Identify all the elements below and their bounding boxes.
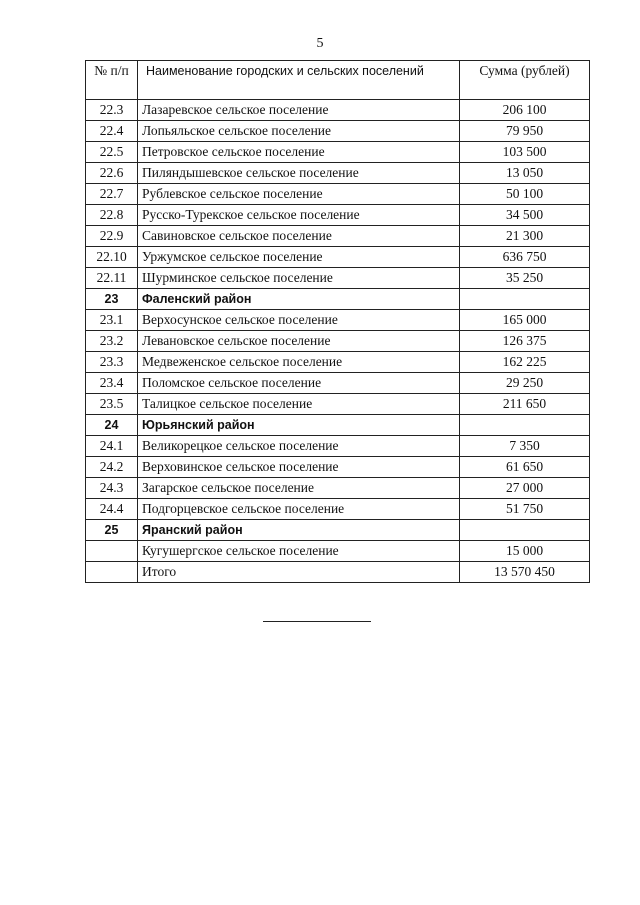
end-rule [263, 621, 371, 622]
page-number: 5 [316, 36, 324, 51]
row-sum: 126 375 [460, 331, 590, 352]
row-number: 22.4 [86, 121, 138, 142]
row-name: Кугушергское сельское поселение [138, 541, 460, 562]
row-name: Загарское сельское поселение [138, 478, 460, 499]
table-row [86, 373, 590, 394]
row-sum: 103 500 [460, 142, 590, 163]
table-row [86, 310, 590, 331]
row-sum: 51 750 [460, 499, 590, 520]
table-row [86, 100, 590, 121]
row-number: 23.2 [86, 331, 138, 352]
row-sum [460, 520, 590, 541]
row-number: 22.9 [86, 226, 138, 247]
row-name: Яранский район [138, 520, 460, 541]
table-row [86, 247, 590, 268]
table-row [86, 184, 590, 205]
row-sum: 61 650 [460, 457, 590, 478]
row-name: Юрьянский район [138, 415, 460, 436]
row-number: 24.4 [86, 499, 138, 520]
row-number: 22.5 [86, 142, 138, 163]
row-name: Русско-Турекское сельское поселение [138, 205, 460, 226]
row-sum: 79 950 [460, 121, 590, 142]
table-row [86, 163, 590, 184]
table-row [86, 142, 590, 163]
row-name: Левановское сельское поселение [138, 331, 460, 352]
table-row [86, 205, 590, 226]
table-row [86, 268, 590, 289]
table-row-district [86, 289, 590, 310]
row-sum: 162 225 [460, 352, 590, 373]
row-sum: 29 250 [460, 373, 590, 394]
table-row [86, 478, 590, 499]
row-name: Медвеженское сельское поселение [138, 352, 460, 373]
header-sum: Сумма (рублей) [460, 61, 590, 100]
row-sum: 27 000 [460, 478, 590, 499]
row-sum: 35 250 [460, 268, 590, 289]
row-sum: 21 300 [460, 226, 590, 247]
table-row-district [86, 520, 590, 541]
table-row [86, 499, 590, 520]
row-name: Итого [138, 562, 460, 583]
row-number: 24.3 [86, 478, 138, 499]
row-name: Рублевское сельское поселение [138, 184, 460, 205]
row-sum: 50 100 [460, 184, 590, 205]
table-row [86, 541, 590, 562]
row-number: 24 [86, 415, 138, 436]
table-row [86, 436, 590, 457]
row-number: 23.4 [86, 373, 138, 394]
row-name: Уржумское сельское поселение [138, 247, 460, 268]
row-sum [460, 289, 590, 310]
row-name: Великорецкое сельское поселение [138, 436, 460, 457]
table-row [86, 562, 590, 583]
row-number: 25 [86, 520, 138, 541]
table-row [86, 121, 590, 142]
table-row [86, 331, 590, 352]
table-row [86, 352, 590, 373]
table-row-district [86, 415, 590, 436]
row-sum: 15 000 [460, 541, 590, 562]
row-number: 22.7 [86, 184, 138, 205]
row-name: Лопьяльское сельское поселение [138, 121, 460, 142]
row-sum: 636 750 [460, 247, 590, 268]
row-name: Талицкое сельское поселение [138, 394, 460, 415]
row-sum: 13 570 450 [460, 562, 590, 583]
row-number [86, 541, 138, 562]
row-sum: 7 350 [460, 436, 590, 457]
table-header-row [86, 61, 590, 100]
row-number: 22.11 [86, 268, 138, 289]
row-name: Поломское сельское поселение [138, 373, 460, 394]
row-number: 22.10 [86, 247, 138, 268]
table-row [86, 457, 590, 478]
row-name: Фаленский район [138, 289, 460, 310]
row-sum: 206 100 [460, 100, 590, 121]
row-number: 24.1 [86, 436, 138, 457]
row-name: Подгорцевское сельское поселение [138, 499, 460, 520]
table-body [86, 100, 590, 583]
row-number: 22.3 [86, 100, 138, 121]
row-name: Пиляндышевское сельское поселение [138, 163, 460, 184]
row-sum: 211 650 [460, 394, 590, 415]
row-number: 24.2 [86, 457, 138, 478]
row-sum: 13 050 [460, 163, 590, 184]
row-number: 23.3 [86, 352, 138, 373]
row-number: 22.6 [86, 163, 138, 184]
row-number [86, 562, 138, 583]
header-number: № п/п [86, 61, 138, 100]
row-name: Савиновское сельское поселение [138, 226, 460, 247]
row-name: Петровское сельское поселение [138, 142, 460, 163]
row-number: 23 [86, 289, 138, 310]
row-sum: 34 500 [460, 205, 590, 226]
table-row [86, 226, 590, 247]
table-row [86, 394, 590, 415]
row-name: Лазаревское сельское поселение [138, 100, 460, 121]
row-number: 22.8 [86, 205, 138, 226]
row-number: 23.5 [86, 394, 138, 415]
row-sum: 165 000 [460, 310, 590, 331]
row-name: Верховинское сельское поселение [138, 457, 460, 478]
row-sum [460, 415, 590, 436]
header-name: Наименование городских и сельских поселений [138, 61, 460, 100]
row-number: 23.1 [86, 310, 138, 331]
allocation-table [85, 60, 590, 583]
row-name: Верхосунское сельское поселение [138, 310, 460, 331]
row-name: Шурминское сельское поселение [138, 268, 460, 289]
